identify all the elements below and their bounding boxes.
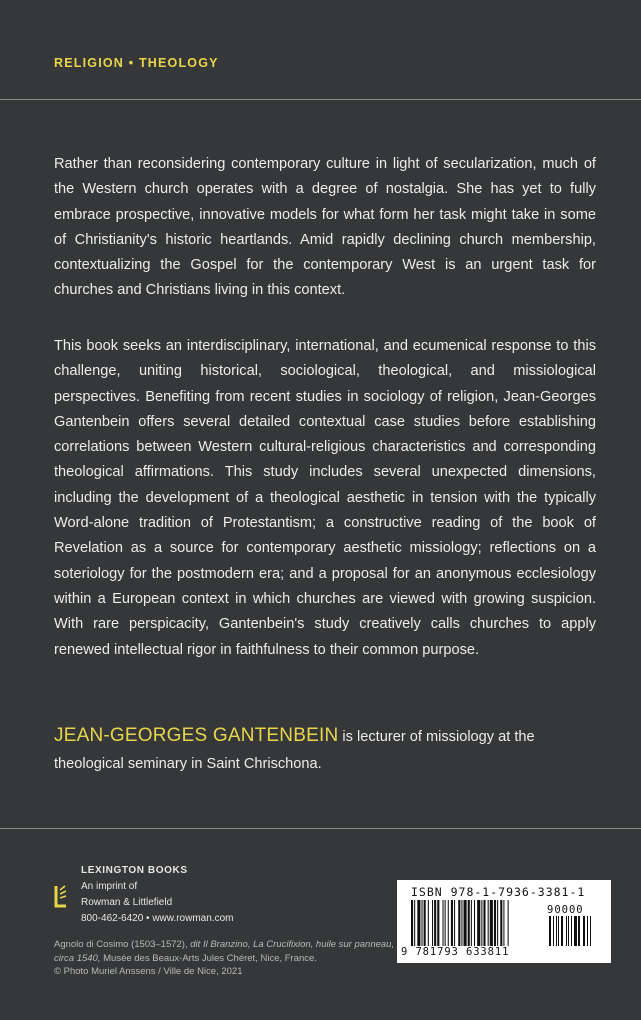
barcode-bar bbox=[468, 900, 470, 946]
publisher-contact: 800-462-6420 • www.rowman.com bbox=[81, 913, 234, 924]
barcode-bar bbox=[448, 900, 449, 946]
barcode-bar bbox=[432, 900, 433, 946]
isbn-barcode bbox=[397, 880, 611, 963]
publisher-info bbox=[81, 863, 233, 927]
author-bio bbox=[54, 722, 599, 778]
barcode-bar bbox=[471, 900, 472, 946]
author-bio-text: is lecturer of missiology at the theological seminary in Saint Chrischona. bbox=[54, 729, 535, 772]
barcode-addon-bar bbox=[553, 916, 554, 946]
barcode-bar bbox=[422, 900, 423, 946]
barcode-bar bbox=[488, 900, 489, 946]
credit-photo: © Photo Muriel Anssens / Ville de Nice, 2021 bbox=[54, 966, 243, 977]
barcode-bar bbox=[494, 900, 496, 946]
barcode-addon-bar bbox=[583, 916, 585, 946]
barcode-bar bbox=[454, 900, 455, 946]
barcode-bar bbox=[477, 900, 480, 946]
barcode-addon: 90000 bbox=[547, 904, 584, 916]
barcode-bar bbox=[474, 900, 475, 946]
publisher-name: LEXINGTON BOOKS bbox=[81, 865, 188, 876]
barcode-bar bbox=[497, 900, 498, 946]
top-divider bbox=[0, 99, 641, 100]
barcode-addon-bar bbox=[561, 916, 563, 946]
barcode-addon-bar bbox=[558, 916, 559, 946]
barcode-bar bbox=[500, 900, 502, 946]
imprint-line-1: An imprint of bbox=[81, 881, 138, 892]
barcode-bar bbox=[417, 900, 420, 946]
barcode-bar bbox=[481, 900, 482, 946]
barcode-bar bbox=[434, 900, 436, 946]
credit-museum: Musée des Beaux-Arts Jules Chéret, Nice, France. bbox=[100, 952, 317, 964]
barcode-bar bbox=[424, 900, 426, 946]
barcode-bar bbox=[451, 900, 453, 946]
cover-credit bbox=[54, 938, 399, 979]
bottom-divider bbox=[0, 828, 641, 829]
credit-title: dit Il Branzino, La Crucifixion, huile sur panneau, circa 1540, bbox=[54, 939, 395, 964]
barcode-bar bbox=[411, 900, 413, 946]
lexington-logo-icon bbox=[54, 884, 68, 908]
barcode-digits: 9 781793 633811 bbox=[401, 946, 510, 958]
barcode-bar bbox=[443, 900, 444, 946]
author-name: JEAN-GEORGES GANTENBEIN bbox=[54, 725, 339, 746]
barcode-bar bbox=[508, 900, 509, 946]
barcode-bar bbox=[414, 900, 415, 946]
barcode-addon-bar bbox=[578, 916, 580, 946]
barcode-bar bbox=[458, 900, 460, 946]
description-paragraph-2: This book seeks an interdisciplinary, international, and ecumenical response to this challenge, uniting historical, sociological, theological, and missiological perspectives. Benefiting from recent studies in sociology of religion, Jean-Georges Gantenbein offers several detailed contextual case studies before establishing correlations between Western cultural-religious characteristics and corresponding theological affirmations. This study includes several unexpected dimensions, including the development of a theological aesthetic in tension with the typically Word-alone tradition of Protestantism; a constructive reading of the book of Revelation as a source for contemporary aesthetic missiology; reflections on a soteriology for the postmodern era; and a proposal for an anonymous ecclesiology within a European context in which churches are viewed with growing suspicion. With rare perspicacity, Gantenbein's study creatively calls churches to apply renewed intellectual rigor in faithfulness to their common purpose. bbox=[54, 338, 596, 658]
barcode-bar bbox=[483, 900, 485, 946]
credit-artist: Agnolo di Cosimo (1503–1572), bbox=[54, 939, 191, 950]
barcode-addon-bar bbox=[587, 916, 588, 946]
barcode-bar bbox=[445, 900, 446, 946]
barcode-bar bbox=[428, 900, 429, 946]
barcode-bar bbox=[437, 900, 439, 946]
barcode-addon-bar bbox=[590, 916, 591, 946]
description-paragraph-1: Rather than reconsidering contemporary culture in light of secularization, much of the Western church operates with a degree of nostalgia. She has yet to fully embrace prospective, innovative models for what form her task might take in some of Christianity's historic heartlands. Amid rapidly declining church membership, contextualizing the Gospel for the contemporary West is an urgent task for churches and Christians living in this context. bbox=[54, 156, 596, 299]
barcode-bar bbox=[503, 900, 504, 946]
barcode-bar bbox=[461, 900, 462, 946]
barcode-addon-bar bbox=[574, 916, 577, 946]
imprint-line-2: Rowman & Littlefield bbox=[81, 897, 173, 908]
barcode-addon-bar bbox=[549, 916, 551, 946]
barcode-addon-bar bbox=[571, 916, 572, 946]
barcode-addon-bar bbox=[566, 916, 567, 946]
isbn-label: ISBN 978-1-7936-3381-1 bbox=[411, 885, 586, 899]
barcode-addon-bar bbox=[568, 916, 569, 946]
barcode-addon-bar bbox=[556, 916, 557, 946]
category-label: RELIGION • THEOLOGY bbox=[54, 56, 219, 70]
barcode-bar bbox=[464, 900, 467, 946]
barcode-bar bbox=[490, 900, 493, 946]
